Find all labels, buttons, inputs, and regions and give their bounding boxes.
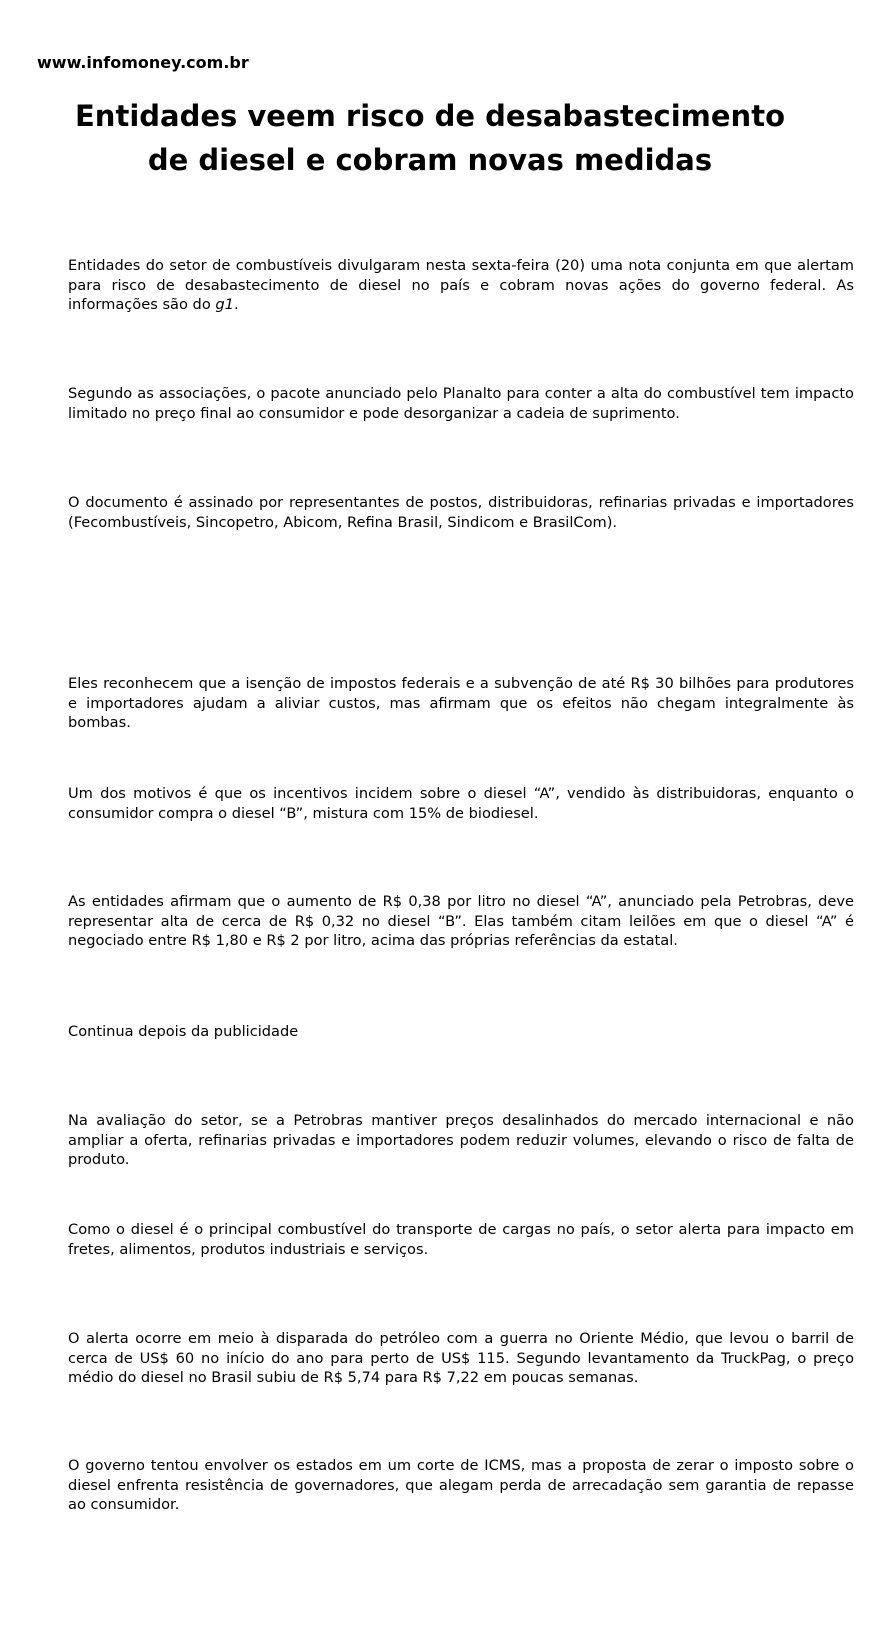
paragraph-end: . [233, 296, 239, 313]
article-paragraph: Eles reconhecem que a isenção de impostos federais e a subvenção de até R$ 30 bilhões para produtores e importadores ajudam a aliviar custos, mas afirmam que os efeitos não chegam integralmente às bombas. [68, 675, 854, 731]
article-paragraph: O governo tentou envolver os estados em um corte de ICMS, mas a proposta de zerar o imposto sobre o diesel enfrenta resistência de governadores, que alegam perda de arrecadação sem garantia de repasse ao consumidor. [68, 1457, 854, 1513]
article-paragraph: Um dos motivos é que os incentivos incidem sobre o diesel “A”, vendido às distribuidoras, enquanto o consumidor compra o diesel “B”, mistura com 15% de biodiesel. [68, 785, 854, 822]
article-paragraph: O documento é assinado por representantes de postos, distribuidoras, refinarias privadas e importadores (Fecombustíveis, Sincopetro, Abicom, Refina Brasil, Sindicom e BrasilCom). [68, 494, 854, 531]
article-paragraph: As entidades afirmam que o aumento de R$ 0,38 por litro no diesel “A”, anunciado pela Petrobras, deve representar alta de cerca de R$ 0,32 no diesel “B”. Elas também citam leilões em que o diesel “A” é negociado entre R$ 1,80 e R$ 2 por litro, acima das próprias referências da estatal. [68, 893, 854, 949]
paragraph-text: Entidades do setor de combustíveis divulgaram nesta sexta-feira (20) uma nota conjunta em que alertam para risco de desabastecimento de diesel no país e cobram novas ações do governo federal. As informações são do [68, 257, 854, 313]
article-title: Entidades veem risco de desabastecimento de diesel e cobram novas medidas [75, 99, 785, 177]
article-paragraph [68, 256, 854, 315]
source-name: g1 [215, 296, 234, 313]
article-paragraph: Segundo as associações, o pacote anunciado pelo Planalto para conter a alta do combustível tem impacto limitado no preço final ao consumidor e pode desorganizar a cadeia de suprimento. [68, 385, 854, 422]
article-paragraph: O alerta ocorre em meio à disparada do petróleo com a guerra no Oriente Médio, que levou o barril de cerca de US$ 60 no início do ano para perto de US$ 115. Segundo levantamento da TruckPag, o preço médio do diesel no Brasil subiu de R$ 5,74 para R$ 7,22 em poucas semanas. [68, 1330, 854, 1386]
site-url: www.infomoney.com.br [37, 53, 249, 72]
article-paragraph: Na avaliação do setor, se a Petrobras mantiver preços desalinhados do mercado internacional e não ampliar a oferta, refinarias privadas e importadores podem reduzir volumes, elevando o risco de falta de produto. [68, 1112, 854, 1168]
article-paragraph: Como o diesel é o principal combustível do transporte de cargas no país, o setor alerta para impacto em fretes, alimentos, produtos industriais e serviços. [68, 1221, 854, 1258]
ad-notice: Continua depois da publicidade [68, 1023, 299, 1040]
